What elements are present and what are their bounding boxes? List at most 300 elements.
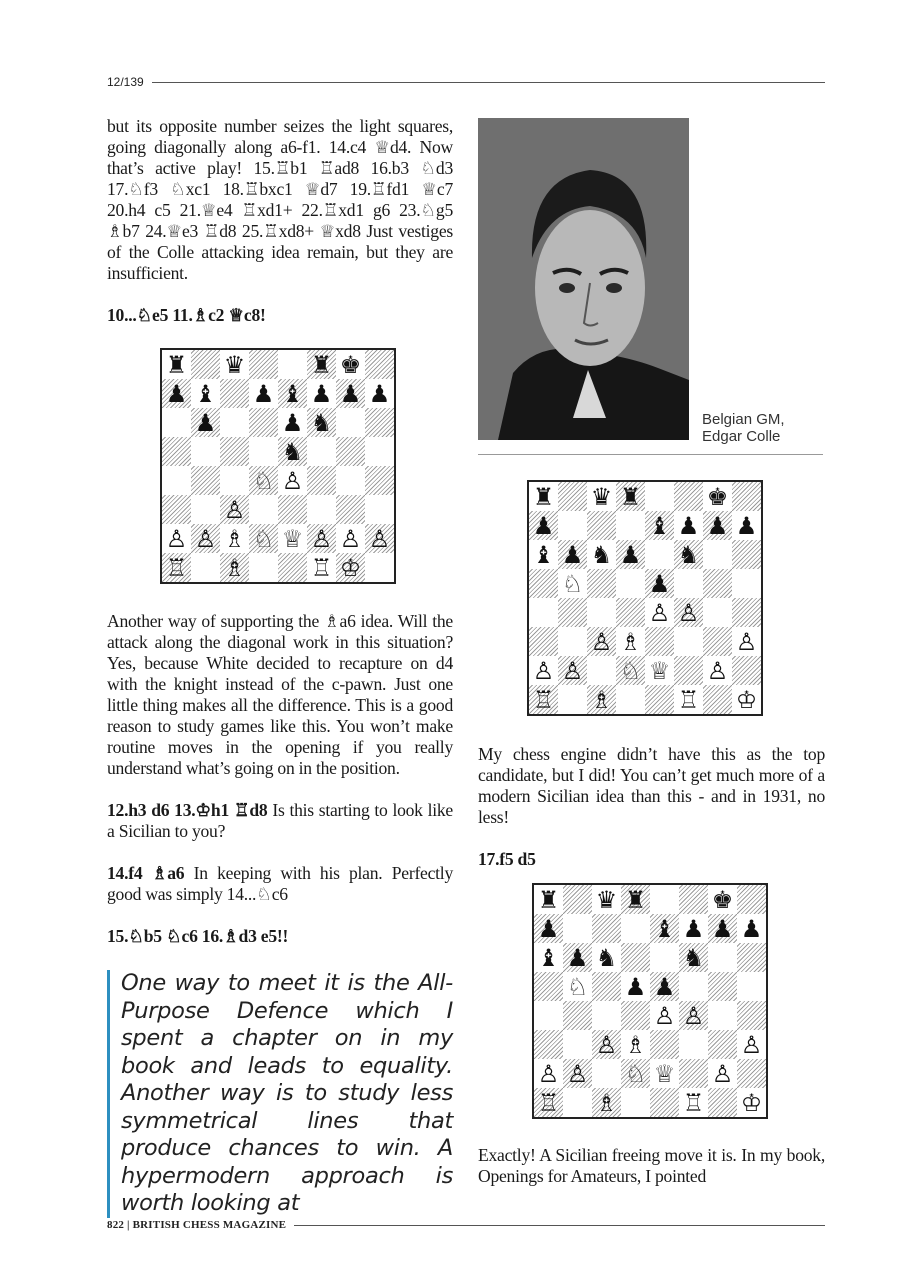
black-pawn-icon: ♟: [619, 540, 642, 569]
black-knight-icon: ♞: [595, 943, 618, 972]
chess-board-1: [160, 348, 396, 584]
footer-text: 822 | BRITISH CHESS MAGAZINE: [107, 1219, 287, 1231]
board-square: [307, 379, 336, 408]
board-square: [278, 408, 307, 437]
left-move-2: 12.h3 d6 13.♔h1 ♖d8 Is this starting to look like a Sicilian to you?: [107, 800, 453, 841]
board-square: [307, 466, 336, 495]
board-square: [162, 408, 191, 437]
chess-board-3: [532, 883, 768, 1119]
board-square: [737, 1001, 766, 1030]
black-pawn-icon: ♟: [566, 943, 589, 972]
board-square: [558, 656, 587, 685]
right-text-2: [478, 1145, 825, 1187]
board-square: [307, 437, 336, 466]
board-square: [365, 466, 394, 495]
board-square: [162, 553, 191, 582]
board-square: [365, 408, 394, 437]
board-square: [365, 350, 394, 379]
black-rook-icon: ♜: [532, 482, 555, 511]
board-square: [732, 685, 761, 714]
page-counter: 12/139: [107, 75, 144, 89]
left-paragraph-1: but its opposite number seizes the light squares, going diagonally along a6-f1. 14.c4 ♕d4. Now that’s active play! 15.♖b1 ♖ad8 16.b3 ♘d3 17.♘f3 ♘xc1 18.♖bxc1 ♕d7 19.♖fd1 ♕c7 20.h4 c5 21.♕e4 ♖xd1+ 22.♖xd1 g6 23.♘g5 ♗b7 24.♕e3 ♖d8 25.♖xd8+ ♕xd8 Just vestiges of the Colle attacking idea remain, but they are insufficient.: [107, 116, 453, 283]
board-square: [732, 482, 761, 511]
board-square: [708, 943, 737, 972]
board-square: [191, 553, 220, 582]
board-square: [220, 408, 249, 437]
board-square: [703, 511, 732, 540]
board-square: [674, 656, 703, 685]
portrait-illustration: [478, 118, 689, 440]
board-square: [732, 540, 761, 569]
board-square: [703, 569, 732, 598]
black-knight-icon: ♞: [281, 437, 304, 466]
board-square: [645, 511, 674, 540]
board-square: [621, 943, 650, 972]
board-square: [563, 1030, 592, 1059]
white-pawn-icon: ♙: [677, 598, 700, 627]
white-knight-icon: ♘: [252, 524, 275, 553]
white-pawn-icon: ♙: [711, 1059, 734, 1088]
white-pawn-icon: ♙: [561, 656, 584, 685]
black-rook-icon: ♜: [310, 350, 333, 379]
board-square: [616, 627, 645, 656]
black-pawn-icon: ♟: [735, 511, 758, 540]
board-square: [278, 437, 307, 466]
board-square: [529, 627, 558, 656]
white-knight-icon: ♘: [619, 656, 642, 685]
board-square: [679, 914, 708, 943]
board-square: [529, 482, 558, 511]
black-pawn-icon: ♟: [648, 569, 671, 598]
white-bishop-icon: ♗: [590, 685, 613, 714]
board-square: [650, 1088, 679, 1117]
board-square: [645, 656, 674, 685]
board-square: [162, 350, 191, 379]
board-square: [737, 1030, 766, 1059]
black-pawn-icon: ♟: [252, 379, 275, 408]
board-square: [737, 972, 766, 1001]
board-square: [162, 437, 191, 466]
white-pawn-icon: ♙: [310, 524, 333, 553]
board-square: [737, 943, 766, 972]
left-column: [107, 116, 453, 947]
board-square: [621, 972, 650, 1001]
white-queen-icon: ♕: [648, 656, 671, 685]
board-square: [650, 1059, 679, 1088]
board-square: [563, 1001, 592, 1030]
black-rook-icon: ♜: [537, 885, 560, 914]
black-pawn-icon: ♟: [653, 972, 676, 1001]
white-bishop-icon: ♗: [595, 1088, 618, 1117]
black-pawn-icon: ♟: [706, 511, 729, 540]
black-pawn-icon: ♟: [532, 511, 555, 540]
board-square: [558, 569, 587, 598]
board-square: [336, 379, 365, 408]
white-pawn-icon: ♙: [648, 598, 671, 627]
white-pawn-icon: ♙: [281, 466, 304, 495]
board-square: [220, 350, 249, 379]
board-square: [336, 553, 365, 582]
page-footer: [107, 1216, 825, 1234]
board-square: [529, 540, 558, 569]
white-pawn-icon: ♙: [653, 1001, 676, 1030]
board-square: [645, 627, 674, 656]
board-square: [592, 1030, 621, 1059]
board-square: [563, 914, 592, 943]
black-queen-icon: ♛: [223, 350, 246, 379]
board-square: [732, 569, 761, 598]
white-knight-icon: ♘: [624, 1059, 647, 1088]
board-square: [621, 1001, 650, 1030]
board-square: [732, 598, 761, 627]
page-header: [107, 73, 825, 91]
white-pawn-icon: ♙: [368, 524, 391, 553]
board-square: [703, 482, 732, 511]
board-square: [278, 524, 307, 553]
black-rook-icon: ♜: [624, 885, 647, 914]
board-square: [616, 482, 645, 511]
board-square: [616, 598, 645, 627]
black-pawn-icon: ♟: [561, 540, 584, 569]
board-square: [336, 524, 365, 553]
board-square: [592, 943, 621, 972]
white-bishop-icon: ♗: [619, 627, 642, 656]
board-square: [679, 972, 708, 1001]
board-square: [162, 379, 191, 408]
board-square: [621, 1088, 650, 1117]
white-king-icon: ♔: [740, 1088, 763, 1117]
board-square: [592, 1088, 621, 1117]
black-pawn-icon: ♟: [624, 972, 647, 1001]
portrait-photo: [478, 118, 689, 440]
board-square: [336, 466, 365, 495]
board-square: [650, 972, 679, 1001]
board-square: [558, 685, 587, 714]
board-square: [645, 482, 674, 511]
board-square: [249, 408, 278, 437]
board-square: [534, 1030, 563, 1059]
black-rook-icon: ♜: [619, 482, 642, 511]
photo-caption: Belgian GM, Edgar Colle: [702, 411, 785, 445]
black-queen-icon: ♛: [595, 885, 618, 914]
white-rook-icon: ♖: [310, 553, 333, 582]
board-square: [563, 1059, 592, 1088]
board-square: [650, 1030, 679, 1059]
board-square: [737, 1088, 766, 1117]
left-move-4: 15.♘b5 ♘c6 16.♗d3 e5!!: [107, 926, 289, 946]
board-square: [365, 437, 394, 466]
white-pawn-icon: ♙: [590, 627, 613, 656]
board-square: [587, 627, 616, 656]
white-knight-icon: ♘: [252, 466, 275, 495]
board-square: [703, 685, 732, 714]
board-square: [307, 553, 336, 582]
board-square: [708, 1059, 737, 1088]
board-square: [162, 495, 191, 524]
board-square: [278, 379, 307, 408]
white-queen-icon: ♕: [281, 524, 304, 553]
board-square: [587, 598, 616, 627]
board-square: [650, 914, 679, 943]
board-square: [616, 656, 645, 685]
board-square: [529, 569, 558, 598]
board-square: [703, 627, 732, 656]
white-pawn-icon: ♙: [595, 1030, 618, 1059]
white-pawn-icon: ♙: [735, 627, 758, 656]
board-square: [191, 495, 220, 524]
board-square: [587, 482, 616, 511]
board-square: [563, 1088, 592, 1117]
board-square: [534, 1059, 563, 1088]
board-square: [708, 885, 737, 914]
board-square: [220, 379, 249, 408]
board-square: [558, 540, 587, 569]
right-paragraph-1: My chess engine didn’t have this as the top candidate, but I did! You can’t get much more of a modern Sicilian idea than this - and in 1931, no less!: [478, 744, 825, 827]
board-square: [558, 511, 587, 540]
board-square: [558, 598, 587, 627]
board-square: [732, 511, 761, 540]
board-square: [529, 598, 558, 627]
board-square: [191, 379, 220, 408]
board-square: [679, 1001, 708, 1030]
black-knight-icon: ♞: [310, 408, 333, 437]
black-bishop-icon: ♝: [653, 914, 676, 943]
board-square: [563, 885, 592, 914]
board-square: [558, 482, 587, 511]
board-square: [703, 656, 732, 685]
pull-quote-text: One way to meet it is the All-Purpose Defence which I spent a chapter on in my book and leads to equality. Another way is to study less symmetrical lines that produce chances to win. A hypermodern approach is worth looking at: [121, 970, 453, 1216]
board-square: [534, 972, 563, 1001]
board-square: [621, 885, 650, 914]
black-pawn-icon: ♟: [537, 914, 560, 943]
board-square: [529, 685, 558, 714]
board-square: [191, 466, 220, 495]
board-square: [365, 524, 394, 553]
board-square: [249, 466, 278, 495]
pull-quote: [107, 970, 453, 1218]
black-rook-icon: ♜: [165, 350, 188, 379]
black-bishop-icon: ♝: [281, 379, 304, 408]
black-knight-icon: ♞: [682, 943, 705, 972]
black-pawn-icon: ♟: [682, 914, 705, 943]
board-square: [220, 466, 249, 495]
board-square: [616, 685, 645, 714]
board-square: [679, 1088, 708, 1117]
board-square: [307, 524, 336, 553]
left-paragraph-2: Another way of supporting the ♗a6 idea. Will the attack along the diagonal work in this situation? Yes, because White decided to recapture on d4 with the knight instead of the c-pawn. Just one little thing makes all the difference. This is a good reason to study games like this. You won’t make routine moves in the opening if you really understand what’s going on in the position.: [107, 611, 453, 778]
white-king-icon: ♔: [339, 553, 362, 582]
right-move-1: 17.f5 d5: [478, 849, 536, 869]
white-knight-icon: ♘: [566, 972, 589, 1001]
board-square: [307, 408, 336, 437]
board-square: [278, 350, 307, 379]
board-square: [191, 524, 220, 553]
black-pawn-icon: ♟: [677, 511, 700, 540]
black-pawn-icon: ♟: [165, 379, 188, 408]
board-square: [645, 540, 674, 569]
chess-board-2: [527, 480, 763, 716]
black-king-icon: ♚: [711, 885, 734, 914]
board-square: [737, 1059, 766, 1088]
black-bishop-icon: ♝: [194, 379, 217, 408]
board-square: [645, 569, 674, 598]
board-square: [249, 379, 278, 408]
board-square: [674, 685, 703, 714]
board-square: [650, 885, 679, 914]
board-square: [534, 914, 563, 943]
board-square: [708, 972, 737, 1001]
board-square: [162, 466, 191, 495]
black-knight-icon: ♞: [677, 540, 700, 569]
board-square: [616, 511, 645, 540]
board-square: [616, 569, 645, 598]
black-pawn-icon: ♟: [740, 914, 763, 943]
board-square: [650, 1001, 679, 1030]
left-move-1: 10...♘e5 11.♗c2 ♕c8!: [107, 305, 266, 325]
board-square: [191, 408, 220, 437]
board-square: [336, 495, 365, 524]
board-square: [645, 598, 674, 627]
black-pawn-icon: ♟: [310, 379, 333, 408]
board-square: [708, 1001, 737, 1030]
board-square: [674, 627, 703, 656]
black-bishop-icon: ♝: [532, 540, 555, 569]
board-square: [278, 495, 307, 524]
left-move-3: 14.f4 ♗a6 In keeping with his plan. Perfectly good was simply 14...♘c6: [107, 863, 453, 904]
board-square: [365, 495, 394, 524]
board-square: [703, 540, 732, 569]
white-rook-icon: ♖: [532, 685, 555, 714]
white-rook-icon: ♖: [537, 1088, 560, 1117]
white-pawn-icon: ♙: [682, 1001, 705, 1030]
white-pawn-icon: ♙: [740, 1030, 763, 1059]
board-square: [558, 627, 587, 656]
white-pawn-icon: ♙: [194, 524, 217, 553]
board-square: [592, 1001, 621, 1030]
board-square: [534, 1088, 563, 1117]
board-square: [249, 553, 278, 582]
board-square: [679, 1059, 708, 1088]
white-pawn-icon: ♙: [223, 495, 246, 524]
board-square: [592, 885, 621, 914]
board-square: [249, 437, 278, 466]
board-square: [529, 511, 558, 540]
board-square: [587, 540, 616, 569]
board-square: [587, 511, 616, 540]
board-square: [621, 914, 650, 943]
black-king-icon: ♚: [339, 350, 362, 379]
board-square: [191, 437, 220, 466]
right-paragraph-2: Exactly! A Sicilian freeing move it is. In my book, Openings for Amateurs, I pointed: [478, 1145, 825, 1186]
board-square: [587, 656, 616, 685]
board-square: [534, 943, 563, 972]
board-square: [278, 553, 307, 582]
board-square: [249, 524, 278, 553]
board-square: [645, 685, 674, 714]
white-pawn-icon: ♙: [566, 1059, 589, 1088]
black-pawn-icon: ♟: [339, 379, 362, 408]
white-king-icon: ♔: [735, 685, 758, 714]
board-square: [592, 914, 621, 943]
board-square: [220, 495, 249, 524]
board-square: [737, 914, 766, 943]
board-square: [191, 350, 220, 379]
board-square: [365, 553, 394, 582]
board-square: [336, 437, 365, 466]
board-square: [220, 524, 249, 553]
board-square: [679, 943, 708, 972]
board-square: [674, 598, 703, 627]
board-square: [674, 540, 703, 569]
header-rule: [152, 82, 825, 83]
board-square: [563, 943, 592, 972]
black-pawn-icon: ♟: [194, 408, 217, 437]
board-square: [336, 350, 365, 379]
footer-rule: [294, 1225, 825, 1226]
white-bishop-icon: ♗: [624, 1030, 647, 1059]
black-bishop-icon: ♝: [648, 511, 671, 540]
board-square: [616, 540, 645, 569]
board-square: [708, 914, 737, 943]
black-pawn-icon: ♟: [368, 379, 391, 408]
board-wrap-1: [160, 348, 396, 584]
board-square: [650, 943, 679, 972]
board-square: [674, 482, 703, 511]
board-square: [621, 1059, 650, 1088]
white-bishop-icon: ♗: [223, 524, 246, 553]
board-square: [587, 685, 616, 714]
board-square: [534, 1001, 563, 1030]
black-queen-icon: ♛: [590, 482, 613, 511]
white-bishop-icon: ♗: [223, 553, 246, 582]
black-knight-icon: ♞: [590, 540, 613, 569]
board-square: [679, 885, 708, 914]
board-square: [563, 972, 592, 1001]
board-square: [534, 885, 563, 914]
board-square: [307, 495, 336, 524]
black-king-icon: ♚: [706, 482, 729, 511]
white-pawn-icon: ♙: [165, 524, 188, 553]
board-square: [621, 1030, 650, 1059]
board-square: [220, 553, 249, 582]
board-square: [592, 972, 621, 1001]
board-square: [703, 598, 732, 627]
board-wrap-3: [532, 883, 768, 1119]
board-square: [708, 1088, 737, 1117]
white-knight-icon: ♘: [561, 569, 584, 598]
board-wrap-2: [527, 480, 763, 716]
board-square: [365, 379, 394, 408]
white-pawn-icon: ♙: [706, 656, 729, 685]
board-square: [220, 437, 249, 466]
board-square: [732, 656, 761, 685]
board-square: [732, 627, 761, 656]
white-rook-icon: ♖: [165, 553, 188, 582]
board-square: [529, 656, 558, 685]
board-square: [674, 569, 703, 598]
board-square: [587, 569, 616, 598]
board-square: [737, 885, 766, 914]
board-square: [592, 1059, 621, 1088]
board-square: [708, 1030, 737, 1059]
white-rook-icon: ♖: [682, 1088, 705, 1117]
board-square: [249, 495, 278, 524]
black-pawn-icon: ♟: [281, 408, 304, 437]
caption-rule: [478, 454, 823, 455]
black-pawn-icon: ♟: [711, 914, 734, 943]
board-square: [336, 408, 365, 437]
board-square: [679, 1030, 708, 1059]
